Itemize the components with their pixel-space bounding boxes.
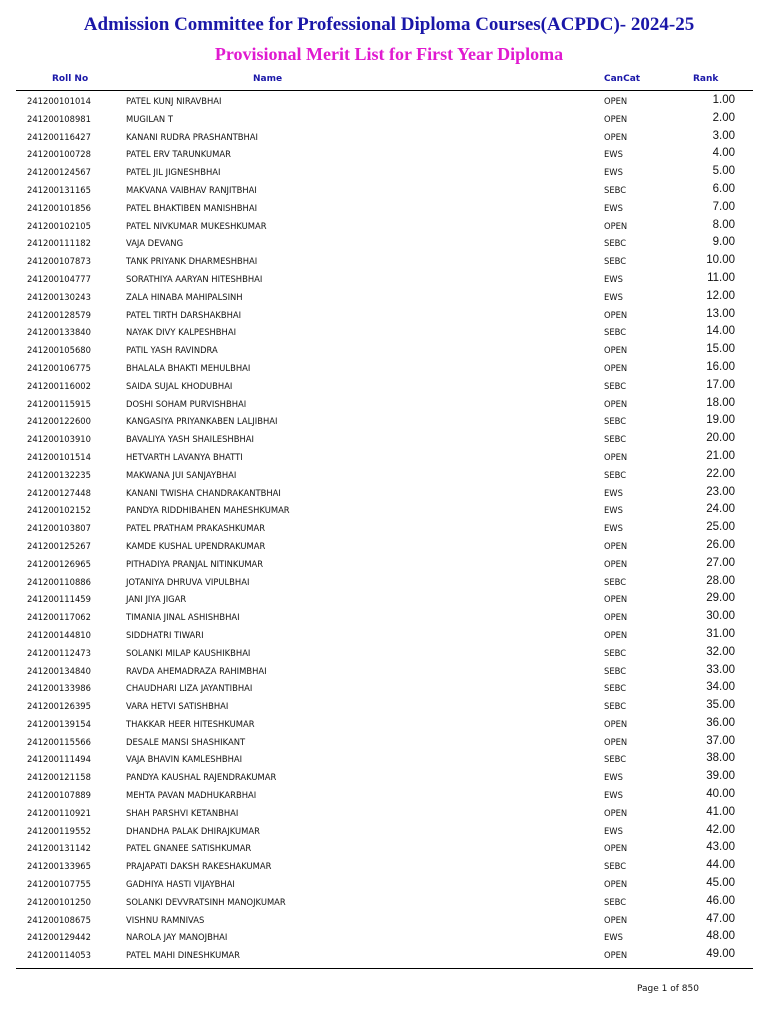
roll-no-cell: 241200108675	[27, 914, 91, 925]
table-row	[0, 163, 768, 181]
name-cell: TIMANIA JINAL ASHISHBHAI	[126, 612, 240, 623]
category-cell: SEBC	[604, 754, 627, 765]
rank-cell: 4.00	[712, 147, 735, 160]
column-header-cancat: CanCat	[604, 74, 641, 84]
category-cell: SEBC	[604, 256, 627, 267]
table-row	[0, 946, 768, 964]
roll-no-cell: 241200115566	[27, 736, 91, 747]
name-cell: RAVDA AHEMADRAZA RAHIMBHAI	[126, 665, 267, 676]
roll-no-cell: 241200132235	[27, 469, 91, 480]
table-row	[0, 573, 768, 591]
name-cell: MAKVANA VAIBHAV RANJITBHAI	[126, 184, 257, 195]
roll-no-cell: 241200134840	[27, 665, 91, 676]
rank-cell: 18.00	[706, 396, 735, 409]
page-number: Page 1 of 850	[637, 984, 699, 994]
rank-cell: 3.00	[712, 129, 735, 142]
rank-cell: 39.00	[706, 770, 735, 783]
table-row	[0, 928, 768, 946]
rank-cell: 32.00	[706, 645, 735, 658]
roll-no-cell: 241200102152	[27, 505, 91, 516]
table-row	[0, 875, 768, 893]
table-row	[0, 750, 768, 768]
rank-cell: 46.00	[706, 894, 735, 907]
table-row	[0, 377, 768, 395]
rank-cell: 41.00	[706, 805, 735, 818]
rank-cell: 40.00	[706, 788, 735, 801]
rank-cell: 36.00	[706, 716, 735, 729]
table-row	[0, 822, 768, 840]
name-cell: PATEL KUNJ NIRAVBHAI	[126, 96, 222, 106]
category-cell: SEBC	[604, 380, 627, 391]
table-row	[0, 341, 768, 359]
name-cell: SOLANKI DEVVRATSINH MANOJKUMAR	[126, 896, 286, 907]
roll-no-cell: 241200131165	[27, 184, 91, 195]
roll-no-cell: 241200107889	[27, 790, 91, 801]
rank-cell: 5.00	[712, 165, 735, 178]
table-row	[0, 145, 768, 163]
table-row	[0, 110, 768, 128]
roll-no-cell: 241200103910	[27, 434, 91, 445]
roll-no-cell: 241200114053	[27, 950, 91, 961]
roll-no-cell: 241200106775	[27, 362, 91, 373]
rank-cell: 1.00	[712, 94, 735, 106]
roll-no-cell: 241200101856	[27, 202, 91, 213]
category-cell: SEBC	[604, 576, 627, 587]
rank-cell: 33.00	[706, 663, 735, 676]
category-cell: SEBC	[604, 434, 627, 445]
rank-cell: 44.00	[706, 859, 735, 872]
category-cell: EWS	[604, 487, 623, 498]
header-divider	[16, 90, 753, 91]
roll-no-cell: 241200110921	[27, 807, 91, 818]
table-row	[0, 395, 768, 413]
roll-no-cell: 241200139154	[27, 718, 91, 729]
roll-no-cell: 241200111459	[27, 594, 91, 605]
name-cell: PATIL YASH RAVINDRA	[126, 345, 218, 356]
roll-no-cell: 241200125267	[27, 540, 91, 551]
roll-no-cell: 241200144810	[27, 629, 91, 640]
table-row	[0, 412, 768, 430]
roll-no-cell: 241200133840	[27, 327, 91, 338]
category-cell: SEBC	[604, 683, 627, 694]
table-row	[0, 501, 768, 519]
name-cell: SHAH PARSHVI KETANBHAI	[126, 807, 239, 818]
rank-cell: 17.00	[706, 378, 735, 391]
column-header-name: Name	[253, 74, 283, 84]
name-cell: PATEL BHAKTIBEN MANISHBHAI	[126, 202, 258, 213]
roll-no-cell: 241200110886	[27, 576, 91, 587]
name-cell: VISHNU RAMNIVAS	[126, 914, 205, 925]
roll-no-cell: 241200133986	[27, 683, 91, 694]
rank-cell: 21.00	[706, 449, 735, 462]
name-cell: NAYAK DIVY KALPESHBHAI	[126, 327, 237, 338]
table-row	[0, 252, 768, 270]
category-cell: SEBC	[604, 896, 627, 907]
roll-no-cell: 241200117062	[27, 612, 91, 623]
category-cell: EWS	[604, 790, 623, 801]
roll-no-cell: 241200115915	[27, 398, 91, 409]
merit-table-body	[0, 92, 768, 964]
name-cell: GADHIYA HASTI VIJAYBHAI	[126, 879, 235, 890]
name-cell: DESALE MANSI SHASHIKANT	[126, 736, 246, 747]
name-cell: PATEL MAHI DINESHKUMAR	[126, 950, 240, 961]
table-row	[0, 181, 768, 199]
name-cell: SORATHIYA AARYAN HITESHBHAI	[126, 273, 263, 284]
roll-no-cell: 241200101514	[27, 451, 91, 462]
roll-no-cell: 241200133965	[27, 861, 91, 872]
rank-cell: 23.00	[706, 485, 735, 498]
category-cell: OPEN	[604, 807, 628, 818]
category-cell: SEBC	[604, 416, 627, 427]
name-cell: BAVALIYA YASH SHAILESHBHAI	[126, 434, 254, 445]
table-row	[0, 715, 768, 733]
rank-cell: 12.00	[706, 289, 735, 302]
roll-no-cell: 241200116002	[27, 380, 91, 391]
rank-cell: 10.00	[706, 254, 735, 267]
roll-no-cell: 241200107755	[27, 879, 91, 890]
document-title: Admission Committee for Professional Diploma Courses(ACPDC)- 2024-25	[83, 14, 695, 35]
name-cell: JANI JIYA JIGAR	[126, 594, 187, 605]
category-cell: OPEN	[604, 345, 628, 356]
rank-cell: 34.00	[706, 681, 735, 694]
column-header-roll-no: Roll No	[52, 74, 89, 84]
roll-no-cell: 241200100728	[27, 149, 91, 160]
category-cell: OPEN	[604, 718, 628, 729]
name-cell: SOLANKI MILAP KAUSHIKBHAI	[126, 647, 251, 658]
name-cell: JOTANIYA DHRUVA VIPULBHAI	[126, 576, 250, 587]
roll-no-cell: 241200131142	[27, 843, 91, 854]
roll-no-cell: 241200111494	[27, 754, 91, 765]
name-cell: PRAJAPATI DAKSH RAKESHAKUMAR	[126, 861, 272, 872]
roll-no-cell: 241200111182	[27, 238, 91, 249]
roll-no-cell: 241200127448	[27, 487, 91, 498]
roll-no-cell: 241200107873	[27, 256, 91, 267]
table-row	[0, 430, 768, 448]
table-row	[0, 768, 768, 786]
table-row	[0, 537, 768, 555]
table-row	[0, 839, 768, 857]
table-row	[0, 857, 768, 875]
table-row	[0, 270, 768, 288]
category-cell: OPEN	[604, 629, 628, 640]
rank-cell: 8.00	[712, 218, 735, 231]
table-row	[0, 626, 768, 644]
name-cell: SAIDA SUJAL KHODUBHAI	[126, 380, 233, 391]
table-row	[0, 893, 768, 911]
category-cell: EWS	[604, 772, 623, 783]
table-row	[0, 555, 768, 573]
rank-cell: 25.00	[706, 521, 735, 534]
category-cell: EWS	[604, 202, 623, 213]
table-row	[0, 519, 768, 537]
roll-no-cell: 241200130243	[27, 291, 91, 302]
table-row	[0, 466, 768, 484]
name-cell: PATEL JIL JIGNESHBHAI	[126, 167, 221, 178]
name-cell: PATEL TIRTH DARSHAKBHAI	[126, 309, 242, 320]
category-cell: SEBC	[604, 184, 627, 195]
roll-no-cell: 241200121158	[27, 772, 91, 783]
footer-divider	[16, 968, 753, 969]
name-cell: MUGILAN T	[126, 113, 173, 124]
table-row	[0, 644, 768, 662]
category-cell: SEBC	[604, 238, 627, 249]
name-cell: VAJA DEVANG	[126, 238, 184, 249]
table-row	[0, 484, 768, 502]
name-cell: DOSHI SOHAM PURVISHBHAI	[126, 398, 247, 409]
name-cell: PITHADIYA PRANJAL NITINKUMAR	[126, 558, 264, 569]
category-cell: OPEN	[604, 96, 628, 106]
table-row	[0, 323, 768, 341]
rank-cell: 48.00	[706, 930, 735, 943]
name-cell: PATEL GNANEE SATISHKUMAR	[126, 843, 252, 854]
roll-no-cell: 241200112473	[27, 647, 91, 658]
rank-cell: 42.00	[706, 823, 735, 836]
roll-no-cell: 241200119552	[27, 825, 91, 836]
name-cell: MAKWANA JUI SANJAYBHAI	[126, 469, 237, 480]
table-row	[0, 697, 768, 715]
category-cell: OPEN	[604, 220, 628, 231]
roll-no-cell: 241200105680	[27, 345, 91, 356]
table-row	[0, 733, 768, 751]
category-cell: OPEN	[604, 131, 628, 142]
category-cell: EWS	[604, 149, 623, 160]
roll-no-cell: 241200126395	[27, 701, 91, 712]
table-row	[0, 128, 768, 146]
name-cell: KAMDE KUSHAL UPENDRAKUMAR	[126, 540, 266, 551]
rank-cell: 7.00	[712, 200, 735, 213]
table-row	[0, 92, 768, 110]
rank-cell: 22.00	[706, 467, 735, 480]
category-cell: SEBC	[604, 665, 627, 676]
rank-cell: 31.00	[706, 627, 735, 640]
category-cell: OPEN	[604, 843, 628, 854]
roll-no-cell: 241200108981	[27, 113, 91, 124]
roll-no-cell: 241200101250	[27, 896, 91, 907]
table-row	[0, 448, 768, 466]
roll-no-cell: 241200126965	[27, 558, 91, 569]
name-cell: PATEL ERV TARUNKUMAR	[126, 149, 231, 160]
table-row	[0, 234, 768, 252]
table-row	[0, 306, 768, 324]
name-cell: KANANI TWISHA CHANDRAKANTBHAI	[126, 487, 281, 498]
category-cell: OPEN	[604, 398, 628, 409]
name-cell: PATEL PRATHAM PRAKASHKUMAR	[126, 523, 266, 534]
category-cell: EWS	[604, 505, 623, 516]
roll-no-cell: 241200102105	[27, 220, 91, 231]
name-cell: THAKKAR HEER HITESHKUMAR	[126, 718, 255, 729]
name-cell: PATEL NIVKUMAR MUKESHKUMAR	[126, 220, 267, 231]
table-row	[0, 679, 768, 697]
rank-cell: 30.00	[706, 610, 735, 623]
table-row	[0, 199, 768, 217]
name-cell: VARA HETVI SATISHBHAI	[126, 701, 229, 712]
roll-no-cell: 241200124567	[27, 167, 91, 178]
roll-no-cell: 241200129442	[27, 932, 91, 943]
rank-cell: 16.00	[706, 360, 735, 373]
rank-cell: 38.00	[706, 752, 735, 765]
table-row	[0, 288, 768, 306]
roll-no-cell: 241200103807	[27, 523, 91, 534]
category-cell: OPEN	[604, 362, 628, 373]
table-row	[0, 662, 768, 680]
category-cell: OPEN	[604, 309, 628, 320]
name-cell: KANGASIYA PRIYANKABEN LALJIBHAI	[126, 416, 278, 427]
category-cell: EWS	[604, 273, 623, 284]
category-cell: OPEN	[604, 594, 628, 605]
category-cell: OPEN	[604, 113, 628, 124]
table-row	[0, 590, 768, 608]
table-row	[0, 217, 768, 235]
rank-cell: 28.00	[706, 574, 735, 587]
rank-cell: 43.00	[706, 841, 735, 854]
category-cell: EWS	[604, 291, 623, 302]
category-cell: SEBC	[604, 861, 627, 872]
rank-cell: 9.00	[712, 236, 735, 249]
category-cell: OPEN	[604, 540, 628, 551]
category-cell: OPEN	[604, 950, 628, 961]
column-header-rank: Rank	[693, 74, 719, 84]
rank-cell: 19.00	[706, 414, 735, 427]
rank-cell: 15.00	[706, 343, 735, 356]
category-cell: SEBC	[604, 701, 627, 712]
name-cell: NAROLA JAY MANOJBHAI	[126, 932, 228, 943]
document-subtitle: Provisional Merit List for First Year Diploma	[214, 44, 564, 64]
category-cell: EWS	[604, 167, 623, 178]
rank-cell: 47.00	[706, 912, 735, 925]
roll-no-cell: 241200104777	[27, 273, 91, 284]
rank-cell: 11.00	[707, 271, 735, 284]
roll-no-cell: 241200128579	[27, 309, 91, 320]
rank-cell: 37.00	[706, 734, 735, 747]
name-cell: HETVARTH LAVANYA BHATTI	[126, 451, 243, 462]
category-cell: EWS	[604, 932, 623, 943]
table-row	[0, 786, 768, 804]
category-cell: SEBC	[604, 647, 627, 658]
name-cell: BHALALA BHAKTI MEHULBHAI	[126, 362, 251, 373]
roll-no-cell: 241200116427	[27, 131, 91, 142]
name-cell: PANDYA KAUSHAL RAJENDRAKUMAR	[126, 772, 277, 783]
name-cell: KANANI RUDRA PRASHANTBHAI	[126, 131, 258, 142]
rank-cell: 49.00	[706, 948, 735, 961]
name-cell: TANK PRIYANK DHARMESHBHAI	[126, 256, 258, 267]
name-cell: ZALA HINABA MAHIPALSINH	[126, 291, 243, 302]
table-header	[16, 72, 752, 90]
roll-no-cell: 241200122600	[27, 416, 91, 427]
name-cell: MEHTA PAVAN MADHUKARBHAI	[126, 790, 257, 801]
rank-cell: 26.00	[706, 538, 735, 551]
rank-cell: 29.00	[706, 592, 735, 605]
name-cell: PANDYA RIDDHIBAHEN MAHESHKUMAR	[126, 505, 290, 516]
category-cell: EWS	[604, 825, 623, 836]
category-cell: OPEN	[604, 558, 628, 569]
rank-cell: 13.00	[706, 307, 735, 320]
category-cell: SEBC	[604, 327, 627, 338]
table-row	[0, 804, 768, 822]
category-cell: SEBC	[604, 469, 627, 480]
roll-no-cell: 241200101014	[27, 96, 91, 106]
rank-cell: 6.00	[712, 182, 735, 195]
category-cell: EWS	[604, 523, 623, 534]
rank-cell: 45.00	[706, 877, 735, 890]
rank-cell: 24.00	[706, 503, 735, 516]
category-cell: OPEN	[604, 451, 628, 462]
rank-cell: 20.00	[706, 432, 735, 445]
table-row	[0, 911, 768, 929]
table-row	[0, 608, 768, 626]
name-cell: VAJA BHAVIN KAMLESHBHAI	[126, 754, 243, 765]
rank-cell: 27.00	[706, 556, 735, 569]
name-cell: DHANDHA PALAK DHIRAJKUMAR	[126, 825, 260, 836]
rank-cell: 14.00	[706, 325, 735, 338]
category-cell: OPEN	[604, 736, 628, 747]
rank-cell: 35.00	[706, 699, 735, 712]
rank-cell: 2.00	[712, 111, 735, 124]
category-cell: OPEN	[604, 879, 628, 890]
name-cell: SIDDHATRI TIWARI	[126, 629, 204, 640]
name-cell: CHAUDHARI LIZA JAYANTIBHAI	[126, 683, 253, 694]
category-cell: OPEN	[604, 612, 628, 623]
category-cell: OPEN	[604, 914, 628, 925]
table-row	[0, 359, 768, 377]
